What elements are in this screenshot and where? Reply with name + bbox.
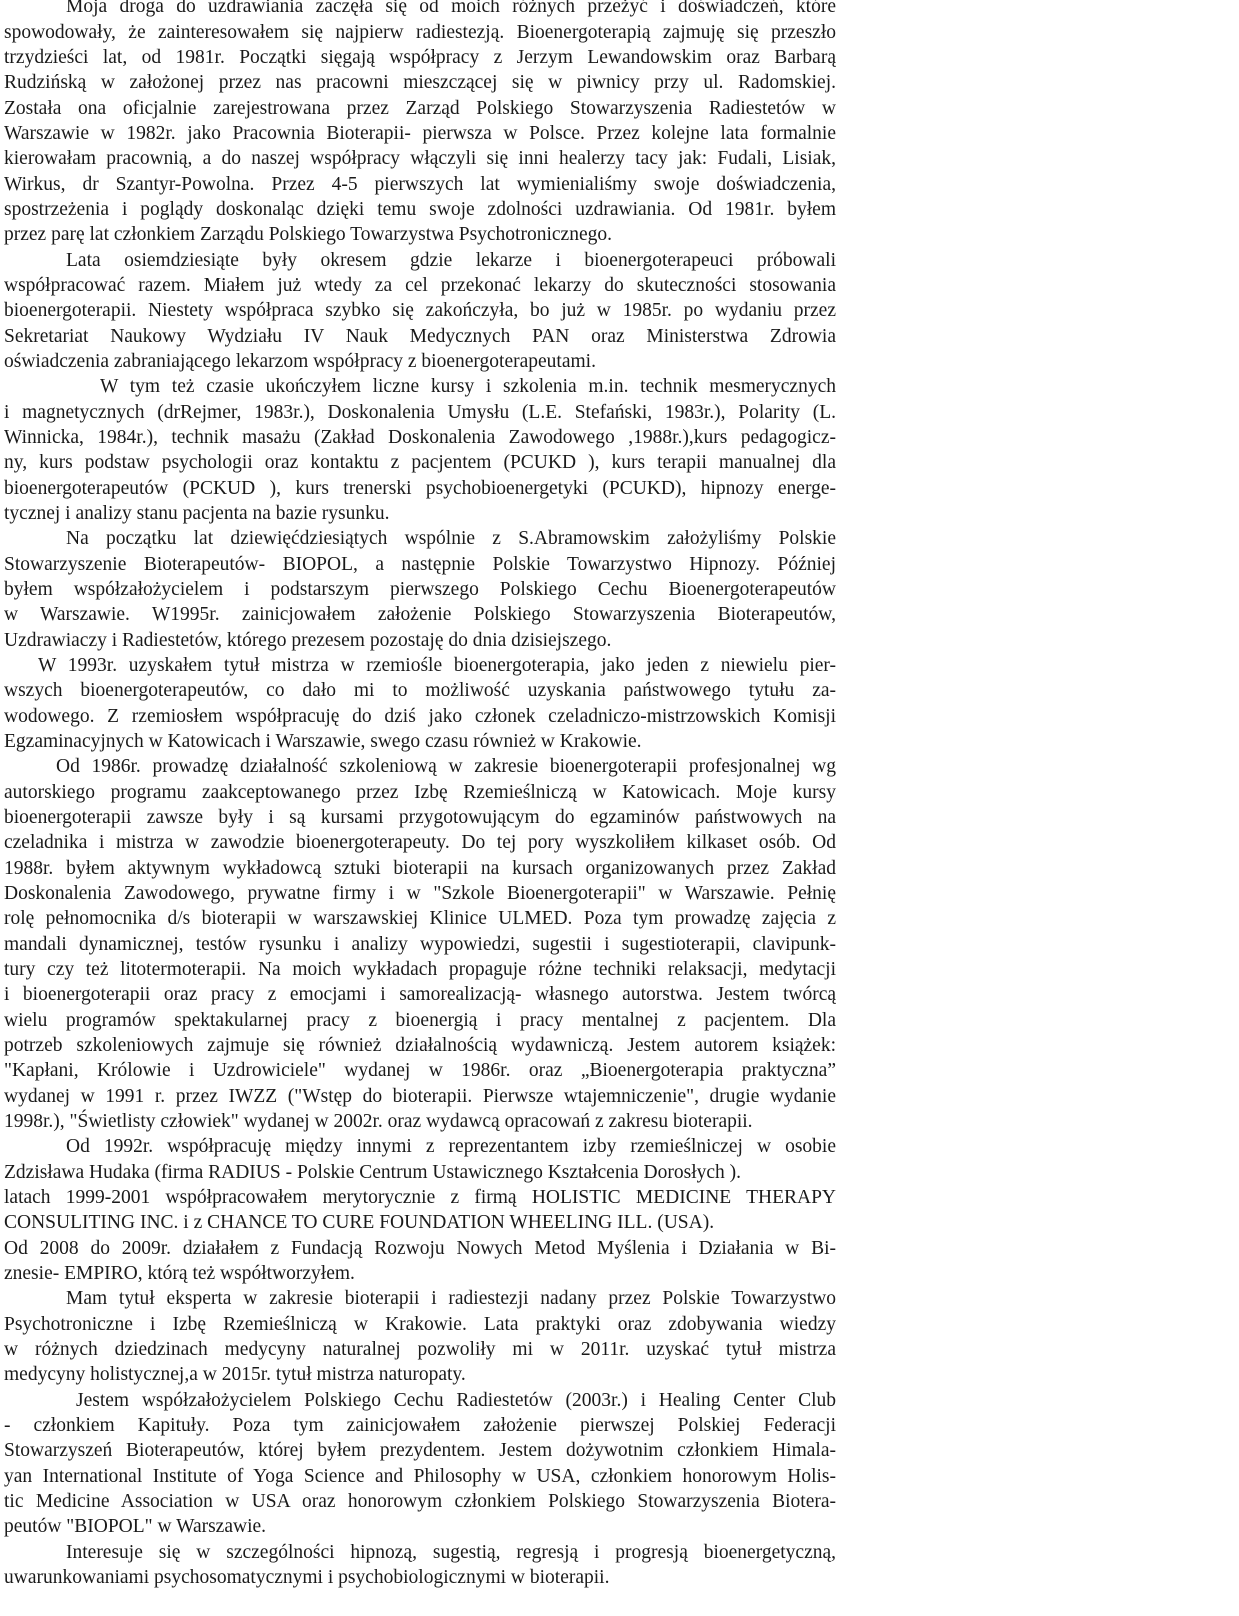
- text-line: Na początku lat dziewięćdziesiątych wspólnie z S.Abramowskim założyliśmy Polskie: [66, 528, 836, 549]
- text-line: Stowarzyszenie Bioterapeutów- BIOPOL, a następnie Polskie Towarzystwo Hipnozy. Później: [4, 554, 836, 575]
- text-line: w Warszawie. W1995r. zainicjowałem założenie Polskiego Stowarzyszenia Bioterapeutów,: [4, 604, 836, 625]
- text-line: w różnych dziedzinach medycyny naturalnej pozwoliły mi w 2011r. uzyskać tytuł mistrza: [4, 1339, 836, 1360]
- text-line: mandali dynamicznej, testów rysunku i analizy wypowiedzi, sugestii i sugestioterapii, clavipunk-: [4, 934, 836, 955]
- text-line: bioenergoterapeutów (PCKUD ), kurs trenerski psychobioenergetyki (PCUKD), hipnozy energe-: [4, 478, 836, 499]
- text-line: CONSULITING INC. i z CHANCE TO CURE FOUNDATION WHEELING ILL. (USA).: [4, 1212, 715, 1233]
- text-line: Mam tytuł eksperta w zakresie bioterapii i radiestezji nadany przez Polskie Towarzystwo: [66, 1288, 836, 1309]
- text-line: bioenergoterapii zawsze były i są kursami przygotowującym do egzaminów państwowych na: [4, 807, 836, 828]
- text-line: Winnicka, 1984r.), technik masażu (Zakład Doskonalenia Zawodowego ,1988r.),kurs pedagogicz-: [4, 427, 836, 448]
- text-line: 1988r. byłem aktywnym wykładowcą sztuki bioterapii na kursach organizowanych przez Zakład: [4, 858, 836, 879]
- text-line: Zdzisława Hudaka (firma RADIUS - Polskie Centrum Ustawicznego Kształcenia Dorosłych ).: [4, 1162, 742, 1183]
- text-line: byłem współzałożycielem i podstarszym pierwszego Polskiego Cechu Bioenergoterapeutów: [4, 579, 836, 600]
- text-line: Lata osiemdziesiąte były okresem gdzie lekarze i bioenergoterapeuci próbowali: [66, 250, 836, 271]
- text-line: 1998r.), "Świetlisty człowiek" wydanej w 2002r. oraz wydawcą opracowań z zakresu bioterapii.: [4, 1111, 753, 1132]
- text-line: Od 1986r. prowadzę działalność szkoleniową w zakresie bioenergoterapii profesjonalnej wg: [56, 756, 836, 777]
- text-line: tycznej i analizy stanu pacjenta na bazie rysunku.: [4, 503, 390, 524]
- text-line: wielu programów spektakularnej pracy z bioenergią i pracy mentalnej z pacjentem. Dla: [4, 1010, 836, 1031]
- text-line: Jestem współzałożycielem Polskiego Cechu Radiestetów (2003r.) i Healing Center Club: [76, 1390, 836, 1411]
- text-line: Uzdrawiaczy i Radiestetów, którego prezesem pozostaję do dnia dzisiejszego.: [4, 630, 612, 651]
- text-line: oświadczenia zabraniającego lekarzom współpracy z bioenergoterapeutami.: [4, 351, 596, 372]
- text-line: Od 1992r. współpracuję między innymi z reprezentantem izby rzemieślniczej w osobie: [66, 1136, 836, 1157]
- text-line: Doskonalenia Zawodowego, prywatne firmy i w "Szkole Bioenergoterapii" w Warszawie. Pełnię: [4, 883, 836, 904]
- text-line: znesie- EMPIRO, którą też współtworzyłem.: [4, 1263, 355, 1284]
- text-line: Sekretariat Naukowy Wydziału IV Nauk Medycznych PAN oraz Ministerstwa Zdrowia: [4, 326, 836, 347]
- text-line: W 1993r. uzyskałem tytuł mistrza w rzemiośle bioenergoterapia, jako jeden z niewielu pier-: [38, 655, 836, 676]
- text-line: trzydzieści lat, od 1981r. Początki sięgają współpracy z Jerzym Lewandowskim oraz Barbarą: [4, 47, 836, 68]
- text-line: latach 1999-2001 współpracowałem merytorycznie z firmą HOLISTIC MEDICINE THERAPY: [4, 1187, 836, 1208]
- text-line: Psychotroniczne i Izbę Rzemieślniczą w Krakowie. Lata praktyki oraz zdobywania wiedzy: [4, 1314, 836, 1335]
- text-line: - członkiem Kapituły. Poza tym zainicjowałem założenie pierwszej Polskiej Federacji: [4, 1415, 836, 1436]
- text-line: spowodowały, że zainteresowałem się najpierw radiestezją. Bioenergoterapią zajmuję się przeszło: [4, 22, 836, 43]
- text-line: tic Medicine Association w USA oraz honorowym członkiem Polskiego Stowarzyszenia Biotera-: [4, 1491, 836, 1512]
- text-line: tury czy też litotermoterapii. Na moich wykładach propaguje różne techniki relaksacji, medytacji: [4, 959, 836, 980]
- text-line: W tym też czasie ukończyłem liczne kursy i szkolenia m.in. technik mesmerycznych: [100, 376, 836, 397]
- text-line: przez parę lat członkiem Zarządu Polskiego Towarzystwa Psychotronicznego.: [4, 224, 612, 245]
- text-line: rolę pełnomocnika d/s bioterapii w warszawskiej Klinice ULMED. Poza tym prowadzę zajęcia z: [4, 908, 836, 929]
- text-line: współpracować razem. Miałem już wtedy za cel przekonać lekarzy do skuteczności stosowania: [4, 275, 836, 296]
- text-line: Warszawie w 1982r. jako Pracownia Bioterapii- pierwsza w Polsce. Przez kolejne lata formalnie: [4, 123, 836, 144]
- text-line: medycyny holistycznej,a w 2015r. tytuł mistrza naturopaty.: [4, 1364, 466, 1385]
- text-line: Interesuje się w szczególności hipnozą, sugestią, regresją i progresją bioenergetyczną,: [66, 1542, 836, 1563]
- text-line: peutów "BIOPOL" w Warszawie.: [4, 1516, 267, 1537]
- text-line: wszych bioenergoterapeutów, co dało mi to możliwość uzyskania państwowego tytułu za-: [4, 680, 836, 701]
- text-line: spostrzeżenia i poglądy doskonaląc dzięki temu swoje zdolności uzdrawiania. Od 1981r. byłem: [4, 199, 836, 220]
- text-line: wydanej w 1991 r. przez IWZZ ("Wstęp do bioterapii. Pierwsze wtajemniczenie", drugie wydanie: [4, 1086, 836, 1107]
- text-line: czeladnika i mistrza w zawodzie bioenergoterapeuty. Do tej pory wyszkoliłem kilkaset osób. Od: [4, 832, 836, 853]
- text-line: i magnetycznych (drRejmer, 1983r.), Doskonalenia Umysłu (L.E. Stefański, 1983r.), Polarity (L.: [4, 402, 836, 423]
- text-line: Rudzińską w założonej przez nas pracowni mieszczącej się w piwnicy przy ul. Radomskiej.: [4, 72, 836, 93]
- text-line: "Kapłani, Królowie i Uzdrowiciele" wydanej w 1986r. oraz „Bioenergoterapia praktyczna”: [4, 1060, 836, 1081]
- text-line: Od 2008 do 2009r. działałem z Fundacją Rozwoju Nowych Metod Myślenia i Działania w Bi-: [4, 1238, 836, 1259]
- text-line: i bioenergoterapii oraz pracy z emocjami i samorealizacją- własnego autorstwa. Jestem twórcą: [4, 984, 836, 1005]
- text-line: Moja droga do uzdrawiania zaczęła się od moich różnych przeżyć i doświadczeń, które: [66, 0, 836, 17]
- text-line: Wirkus, dr Szantyr-Powolna. Przez 4-5 pierwszych lat wymienialiśmy swoje doświadczenia,: [4, 174, 836, 195]
- text-line: potrzeb szkoleniowych zajmuje się również działalnością wydawniczą. Jestem autorem książek:: [4, 1035, 836, 1056]
- text-line: kierowałam pracownią, a do naszej współpracy włączyli się inni healerzy tacy jak: Fudali, Lisiak,: [4, 148, 836, 169]
- text-line: Egzaminacyjnych w Katowicach i Warszawie, swego czasu również w Krakowie.: [4, 731, 642, 752]
- text-line: Została ona oficjalnie zarejestrowana przez Zarząd Polskiego Stowarzyszenia Radiestetów w: [4, 98, 836, 119]
- text-line: Stowarzyszeń Bioterapeutów, której byłem prezydentem. Jestem dożywotnim członkiem Himala-: [4, 1440, 836, 1461]
- text-line: yan International Institute of Yoga Science and Philosophy w USA, członkiem honorowym Holis-: [4, 1466, 836, 1487]
- text-line: wodowego. Z rzemiosłem współpracuję do dziś jako członek czeladniczo-mistrzowskich Komisji: [4, 706, 836, 727]
- text-line: autorskiego programu zaakceptowanego przez Izbę Rzemieślniczą w Katowicach. Moje kursy: [4, 782, 836, 803]
- text-line: ny, kurs podstaw psychologii oraz kontaktu z pacjentem (PCUKD ), kurs terapii manualnej dla: [4, 452, 836, 473]
- text-line: uwarunkowaniami psychosomatycznymi i psychobiologicznymi w bioterapii.: [4, 1567, 610, 1588]
- text-line: bioenergoterapii. Niestety współpraca szybko się zakończyła, bo już w 1985r. po wydaniu przez: [4, 300, 836, 321]
